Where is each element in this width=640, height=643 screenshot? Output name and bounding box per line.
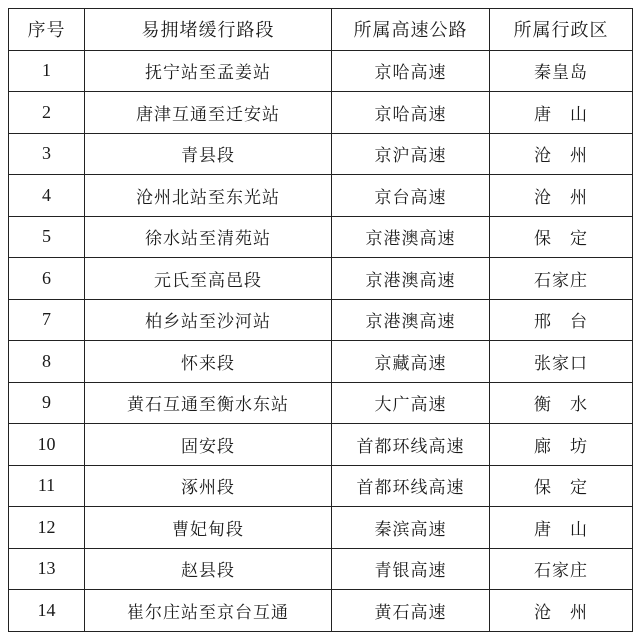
cell-serial-number: 5 <box>9 216 85 258</box>
cell-region: 秦皇岛 <box>490 50 633 92</box>
cell-region: 沧 州 <box>490 590 633 632</box>
cell-segment: 固安段 <box>85 424 332 466</box>
header-congested-segment: 易拥堵缓行路段 <box>85 9 332 51</box>
cell-serial-number: 12 <box>9 507 85 549</box>
cell-segment: 崔尔庄站至京台互通 <box>85 590 332 632</box>
cell-highway: 京哈高速 <box>332 50 490 92</box>
cell-serial-number: 13 <box>9 548 85 590</box>
cell-highway: 首都环线高速 <box>332 465 490 507</box>
cell-region: 保 定 <box>490 216 633 258</box>
cell-segment: 涿州段 <box>85 465 332 507</box>
cell-highway: 京台高速 <box>332 175 490 217</box>
cell-segment: 柏乡站至沙河站 <box>85 299 332 341</box>
cell-segment: 元氏至高邑段 <box>85 258 332 300</box>
table-header-row <box>9 9 633 51</box>
cell-highway: 秦滨高速 <box>332 507 490 549</box>
table-row <box>9 299 633 341</box>
cell-highway: 京哈高速 <box>332 92 490 134</box>
cell-region: 石家庄 <box>490 548 633 590</box>
cell-segment: 赵县段 <box>85 548 332 590</box>
cell-segment: 黄石互通至衡水东站 <box>85 382 332 424</box>
cell-region: 石家庄 <box>490 258 633 300</box>
cell-highway: 大广高速 <box>332 382 490 424</box>
cell-segment: 徐水站至清苑站 <box>85 216 332 258</box>
table-row <box>9 50 633 92</box>
cell-serial-number: 14 <box>9 590 85 632</box>
cell-serial-number: 7 <box>9 299 85 341</box>
cell-segment: 怀来段 <box>85 341 332 383</box>
cell-region: 衡 水 <box>490 382 633 424</box>
cell-serial-number: 10 <box>9 424 85 466</box>
cell-serial-number: 3 <box>9 133 85 175</box>
cell-segment: 抚宁站至孟姜站 <box>85 50 332 92</box>
table-row <box>9 548 633 590</box>
table-row <box>9 175 633 217</box>
cell-segment: 唐津互通至迁安站 <box>85 92 332 134</box>
table-row <box>9 133 633 175</box>
cell-highway: 京沪高速 <box>332 133 490 175</box>
cell-serial-number: 2 <box>9 92 85 134</box>
cell-segment: 沧州北站至东光站 <box>85 175 332 217</box>
cell-highway: 首都环线高速 <box>332 424 490 466</box>
table-row <box>9 424 633 466</box>
cell-serial-number: 9 <box>9 382 85 424</box>
table-row <box>9 258 633 300</box>
cell-serial-number: 6 <box>9 258 85 300</box>
cell-region: 唐 山 <box>490 507 633 549</box>
cell-region: 唐 山 <box>490 92 633 134</box>
table-row <box>9 216 633 258</box>
cell-highway: 京港澳高速 <box>332 299 490 341</box>
cell-region: 沧 州 <box>490 133 633 175</box>
table-row <box>9 382 633 424</box>
cell-highway: 京港澳高速 <box>332 216 490 258</box>
cell-highway: 京港澳高速 <box>332 258 490 300</box>
cell-serial-number: 4 <box>9 175 85 217</box>
cell-segment: 曹妃甸段 <box>85 507 332 549</box>
table-row <box>9 590 633 632</box>
table-row <box>9 341 633 383</box>
cell-highway: 青银高速 <box>332 548 490 590</box>
cell-region: 沧 州 <box>490 175 633 217</box>
header-region: 所属行政区 <box>490 9 633 51</box>
cell-segment: 青县段 <box>85 133 332 175</box>
cell-region: 廊 坊 <box>490 424 633 466</box>
header-serial-number: 序号 <box>9 9 85 51</box>
table-row <box>9 507 633 549</box>
cell-serial-number: 1 <box>9 50 85 92</box>
table-row <box>9 465 633 507</box>
cell-region: 张家口 <box>490 341 633 383</box>
header-highway: 所属高速公路 <box>332 9 490 51</box>
congestion-table <box>8 8 633 632</box>
cell-serial-number: 8 <box>9 341 85 383</box>
cell-serial-number: 11 <box>9 465 85 507</box>
table-row <box>9 92 633 134</box>
cell-region: 保 定 <box>490 465 633 507</box>
cell-highway: 京藏高速 <box>332 341 490 383</box>
cell-region: 邢 台 <box>490 299 633 341</box>
cell-highway: 黄石高速 <box>332 590 490 632</box>
